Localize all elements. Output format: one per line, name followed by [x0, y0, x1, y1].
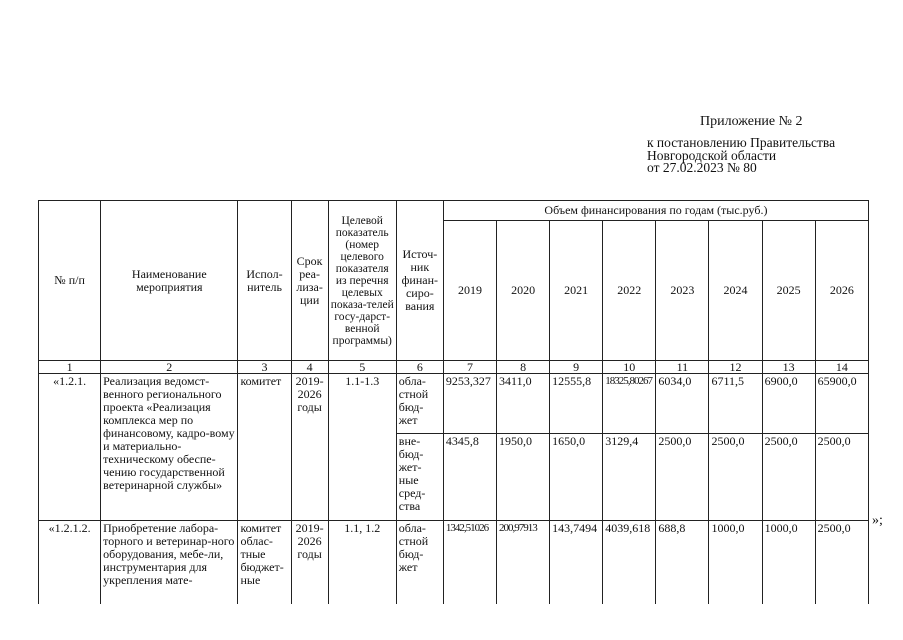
value-cell: 2500,0 [815, 521, 868, 605]
row-1-term: 2019-2026 годы [291, 374, 328, 521]
year-header: 2026 [815, 221, 868, 361]
value-cell: 6900,0 [762, 374, 815, 434]
value-cell: 688,8 [656, 521, 709, 605]
resolution-line: к постановлению Правительства [647, 135, 836, 150]
value-cell: 1000,0 [762, 521, 815, 605]
year-header: 2020 [497, 221, 550, 361]
value-cell: 3411,0 [497, 374, 550, 434]
value-cell: 65900,0 [815, 374, 868, 434]
value-cell: 1950,0 [497, 434, 550, 521]
funding-table [38, 200, 869, 604]
row-2-executor: комитет облас-тные бюджет-ные [238, 521, 291, 605]
value-cell: 18325,80267 [603, 374, 656, 434]
col-number: 4 [291, 361, 328, 374]
row-1-executor: комитет [238, 374, 291, 521]
funding-table-wrapper [38, 200, 869, 604]
value-cell: 6711,5 [709, 374, 762, 434]
col-number: 13 [762, 361, 815, 374]
value-cell: 2500,0 [762, 434, 815, 521]
col-number: 10 [603, 361, 656, 374]
col-number: 9 [550, 361, 603, 374]
closing-quote-mark: »; [872, 513, 883, 528]
year-header: 2024 [709, 221, 762, 361]
region-line: Новгородской области [647, 148, 777, 163]
value-cell: 3129,4 [603, 434, 656, 521]
row-1-source-extrabudgetary: вне-бюд-жет-ные сред-ства [396, 434, 443, 521]
col-header-funding-group: Объем финансирования по годам (тыс.руб.) [443, 201, 868, 221]
value-cell: 12555,8 [550, 374, 603, 434]
col-header-num: № п/п [39, 201, 101, 361]
row-1-name: Реализация ведомст-венного регионального проекта «Реализация комплекса мер по финансовому, кадро-вому и материально-техническому обеспе-чению государственной ветеринарной службы» [101, 374, 238, 521]
value-cell: 4345,8 [443, 434, 496, 521]
col-number: 14 [815, 361, 868, 374]
row-1-num: «1.2.1. [39, 374, 101, 521]
appendix-title: Приложение № 2 [700, 114, 803, 129]
col-number: 7 [443, 361, 496, 374]
value-cell: 4039,618 [603, 521, 656, 605]
value-cell: 2500,0 [656, 434, 709, 521]
col-header-target: Целевой показатель (номер целевого показателя из перечня целевых показа-телей госу-дарст-венной программы) [328, 201, 396, 361]
year-header: 2021 [550, 221, 603, 361]
value-cell: 2500,0 [709, 434, 762, 521]
col-header-term: Срок реа-лиза-ции [291, 201, 328, 361]
row-2-source: обла-стной бюд-жет [396, 521, 443, 605]
value-cell: 6034,0 [656, 374, 709, 434]
col-number: 1 [39, 361, 101, 374]
value-cell: 2500,0 [815, 434, 868, 521]
date-number-line: от 27.02.2023 № 80 [647, 160, 757, 175]
row-2-num: «1.2.1.2. [39, 521, 101, 605]
year-header: 2025 [762, 221, 815, 361]
col-number: 12 [709, 361, 762, 374]
col-header-name: Наименование мероприятия [101, 201, 238, 361]
row-1-source-regional: обла-стной бюд-жет [396, 374, 443, 434]
col-number: 5 [328, 361, 396, 374]
value-cell: 200,97913 [497, 521, 550, 605]
row-1-target: 1.1-1.3 [328, 374, 396, 521]
col-number: 2 [101, 361, 238, 374]
value-cell: 1342,51026 [443, 521, 496, 605]
col-header-source: Источ-ник финан-сиро-вания [396, 201, 443, 361]
year-header: 2023 [656, 221, 709, 361]
col-number: 3 [238, 361, 291, 374]
year-header: 2019 [443, 221, 496, 361]
value-cell: 9253,327 [443, 374, 496, 434]
row-2-name: Приобретение лабора-торного и ветеринар-ного оборудования, мебе-ли, инструментария для укрепления мате- [101, 521, 238, 605]
col-header-executor: Испол-нитель [238, 201, 291, 361]
row-2-term: 2019-2026 годы [291, 521, 328, 605]
value-cell: 143,7494 [550, 521, 603, 605]
value-cell: 1000,0 [709, 521, 762, 605]
col-number: 6 [396, 361, 443, 374]
col-number: 8 [497, 361, 550, 374]
row-2-target: 1.1, 1.2 [328, 521, 396, 605]
year-header: 2022 [603, 221, 656, 361]
col-number: 11 [656, 361, 709, 374]
value-cell: 1650,0 [550, 434, 603, 521]
